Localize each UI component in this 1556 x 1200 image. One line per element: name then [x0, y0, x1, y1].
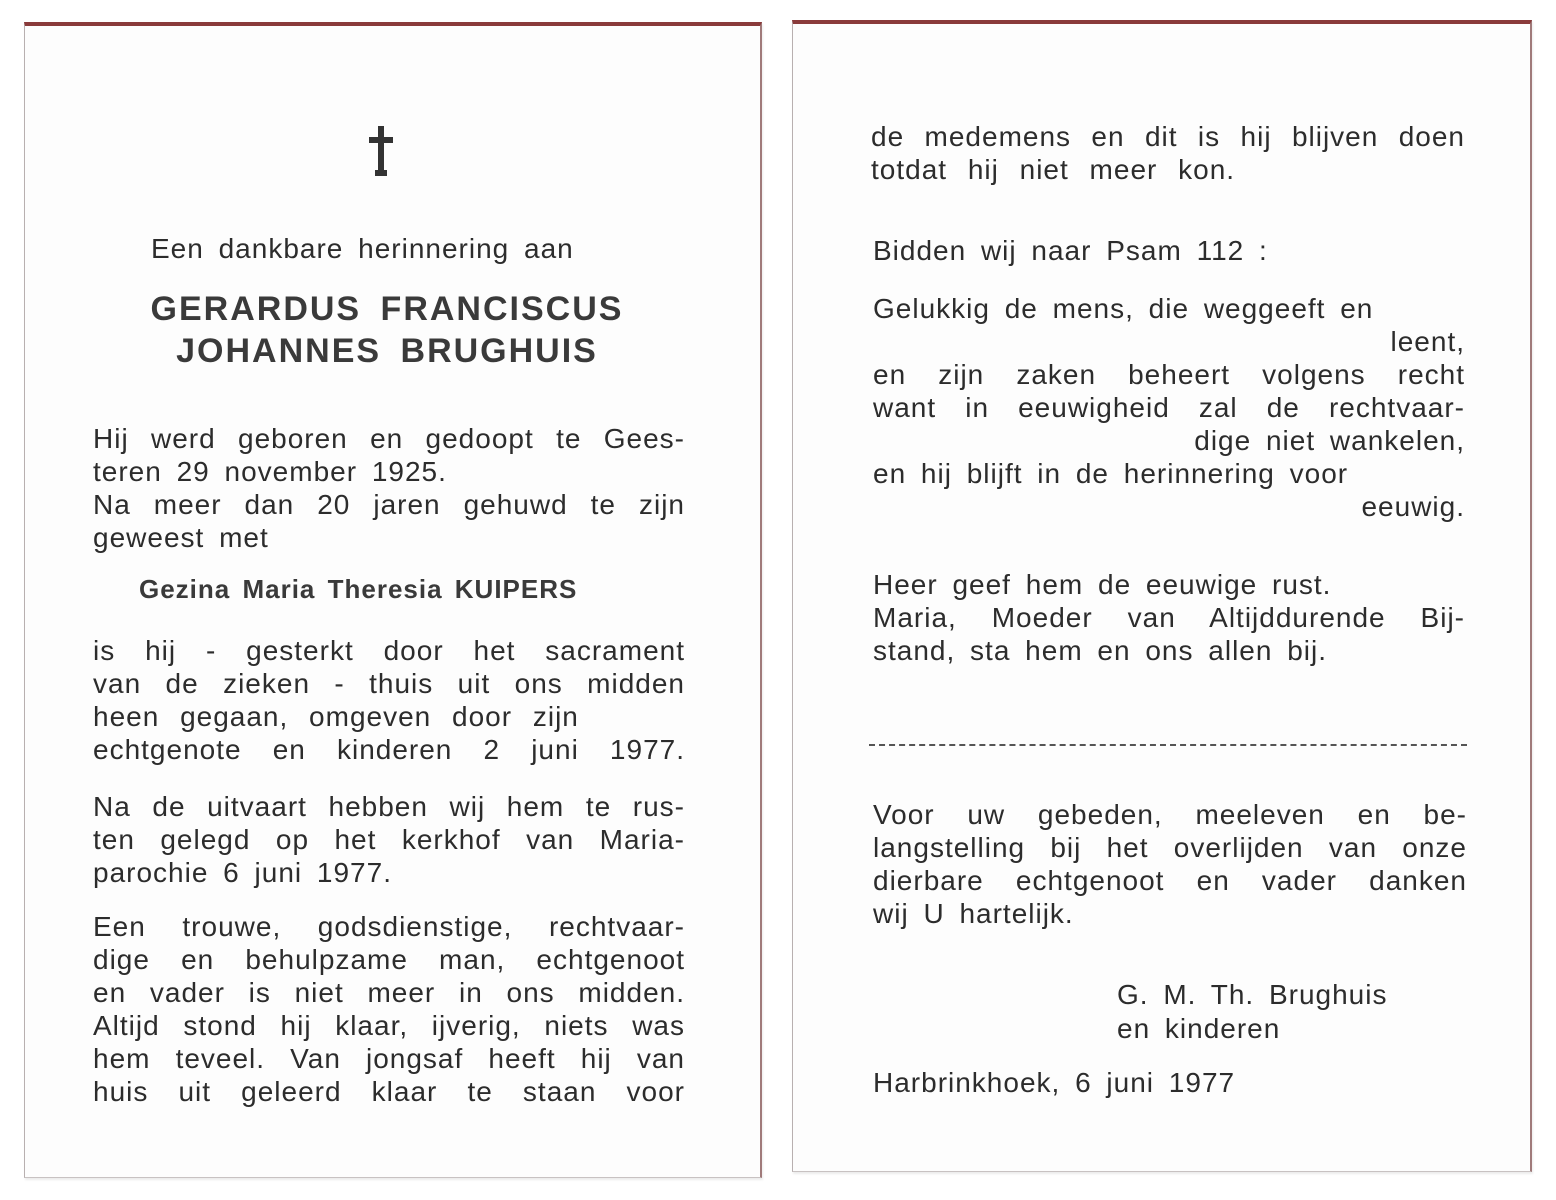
tribute-line: Een trouwe, godsdienstige, rechtvaar-: [93, 911, 685, 942]
psalm-line: Gelukkig de mens, die weggeeft en: [873, 293, 1374, 324]
memorial-card-back: [792, 20, 1532, 1172]
thanks-line: wij U hartelijk.: [873, 898, 1074, 929]
tribute-paragraph: [93, 910, 685, 1108]
deceased-name-line1: GERARDUS FRANCISCUS: [150, 290, 624, 328]
thanks-line: Voor uw gebeden, meeleven en be-: [873, 799, 1467, 830]
tribute-line: en vader is niet meer in ons midden.: [93, 977, 685, 1008]
tribute-line: hem teveel. Van jongsaf heeft hij van: [93, 1043, 685, 1074]
spouse-name: Gezina Maria Theresia KUIPERS: [139, 574, 578, 604]
continuation-line: de medemens en dit is hij blijven doen: [871, 121, 1465, 152]
death-line: is hij - gesterkt door het sacrament: [93, 635, 685, 666]
psalm-line: eeuwig.: [1361, 491, 1465, 522]
death-paragraph: [93, 634, 685, 766]
tribute-line: dige en behulpzame man, echtgenoot: [93, 944, 685, 975]
burial-paragraph: [93, 790, 685, 889]
birth-line: Na meer dan 20 jaren gehuwd te zijn: [93, 489, 685, 520]
death-line: van de zieken - thuis uit ons midden: [93, 668, 685, 699]
continuation-paragraph: [871, 120, 1465, 186]
psalm-intro: Bidden wij naar Psam 112 :: [873, 235, 1268, 266]
thanks-line: dierbare echtgenoot en vader danken: [873, 865, 1467, 896]
psalm-line: leent,: [1390, 326, 1465, 357]
prayer-line: stand, sta hem en ons allen bij.: [873, 635, 1328, 666]
birth-line: Hij werd geboren en gedoopt te Gees-: [93, 423, 685, 454]
memorial-card-front: [24, 22, 762, 1178]
burial-line: parochie 6 juni 1977.: [93, 857, 392, 888]
psalm-text: [873, 292, 1465, 523]
thanks-line: langstelling bij het overlijden van onze: [873, 832, 1467, 863]
prayer-line: Heer geef hem de eeuwige rust.: [873, 569, 1332, 600]
tribute-line: huis uit geleerd klaar te staan voor: [93, 1076, 685, 1107]
psalm-line: want in eeuwigheid zal de rechtvaar-: [873, 392, 1465, 423]
death-line: heen gegaan, omgeven door zijn: [93, 701, 579, 732]
birth-line: teren 29 november 1925.: [93, 456, 447, 487]
burial-line: Na de uitvaart hebben wij hem te rus-: [93, 791, 685, 822]
signature-family: en kinderen: [1117, 1013, 1281, 1044]
continuation-line: totdat hij niet meer kon.: [871, 154, 1236, 185]
place-date: Harbrinkhoek, 6 juni 1977: [873, 1067, 1236, 1098]
thanks-paragraph: [873, 798, 1467, 930]
burial-line: ten gelegd op het kerkhof van Maria-: [93, 824, 685, 855]
psalm-line: en zijn zaken beheert volgens recht: [873, 359, 1465, 390]
cross-icon: [364, 124, 398, 178]
prayer-paragraph: [873, 568, 1465, 667]
psalm-line: en hij blijft in de herinnering voor: [873, 458, 1349, 489]
birth-paragraph: [93, 422, 685, 554]
intro-text: Een dankbare herinnering aan: [151, 233, 574, 264]
prayer-line: Maria, Moeder van Altijddurende Bij-: [873, 602, 1465, 633]
tribute-line: Altijd stond hij klaar, ijverig, niets was: [93, 1010, 685, 1041]
deceased-name-line2: JOHANNES BRUGHUIS: [176, 332, 598, 370]
signature-name: G. M. Th. Brughuis: [1117, 979, 1388, 1010]
psalm-line: dige niet wankelen,: [1194, 425, 1465, 456]
death-line: echtgenote en kinderen 2 juni 1977.: [93, 734, 685, 765]
divider-line: [869, 744, 1467, 746]
birth-line: geweest met: [93, 522, 269, 553]
